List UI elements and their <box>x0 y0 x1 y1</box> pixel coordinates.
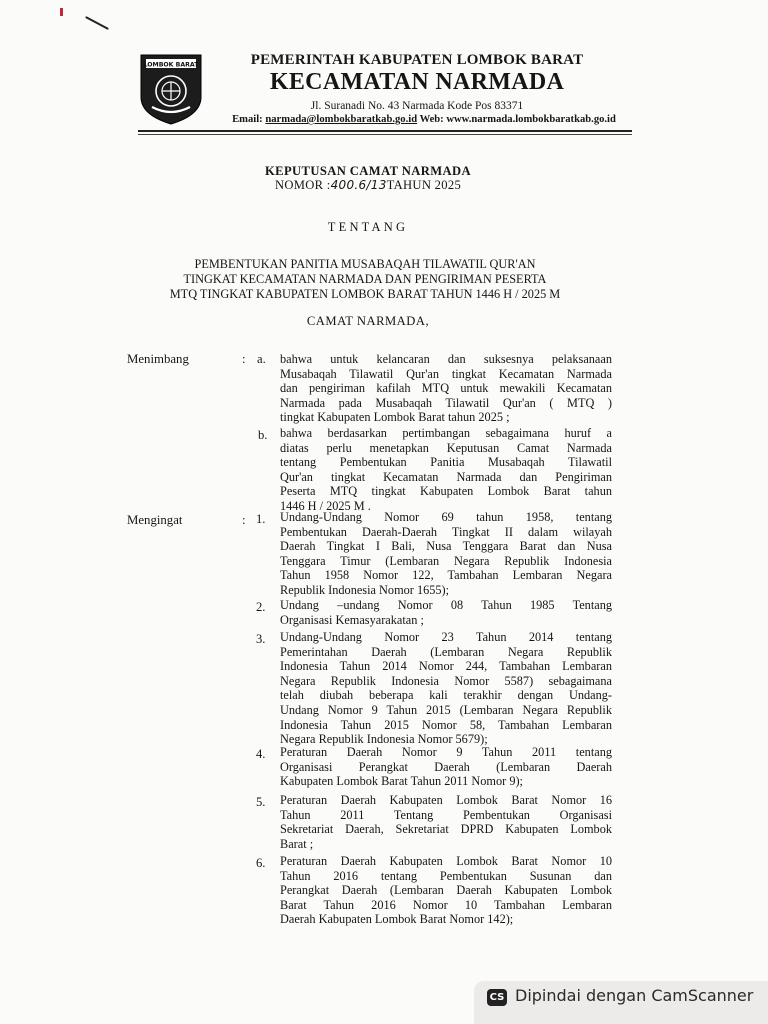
office-address: Jl. Suranadi No. 43 Narmada Kode Pos 83371 <box>310 100 524 112</box>
text-line: Kabupaten Lombok Barat Tahun 2011 Nomor 9); <box>280 774 523 789</box>
text-line: Tahun 1958 Nomor 122, Tambahan Lembaran Negara <box>280 568 612 583</box>
number-prefix: NOMOR : <box>274 178 331 192</box>
letterhead-rule-thin <box>138 134 632 135</box>
item-marker: 5. <box>256 795 266 809</box>
text-line: Daerah Kabupaten Lombok Barat Nomor 142); <box>280 912 514 927</box>
subject-line: MTQ TINGKAT KABUPATEN LOMBOK BARAT TAHUN 1446 H / 2025 M <box>169 287 561 301</box>
logo-text: LOMBOK BARAT <box>143 61 199 69</box>
text-line: Negara Republik Indonesia Nomor 5679); <box>280 732 488 747</box>
text-line: Daerah Tingkat I Bali, Nusa Tenggara Barat dan Nusa <box>280 539 612 554</box>
mengingat-item-1 <box>280 510 612 598</box>
text-line: 1446 H / 2025 M . <box>280 498 371 513</box>
about-heading: TENTANG <box>327 220 409 234</box>
item-marker: a. <box>257 352 266 366</box>
item-marker: 6. <box>256 856 266 870</box>
text-line: diatas perlu menetapkan Keputusan Camat Narmada <box>280 440 612 455</box>
lombok-barat-logo <box>138 51 204 126</box>
text-line: Negara Republik Indonesia Nomor 5587) sebagaimana <box>280 673 612 688</box>
text-line: Perangkat Daerah (Lembaran Daerah Kabupaten Lombok <box>280 883 612 898</box>
text-line: Peraturan Daerah Kabupaten Lombok Barat Nomor 10 <box>280 854 612 868</box>
text-line: Barat ; <box>280 836 314 851</box>
mengingat-item-2 <box>280 598 612 627</box>
menimbang-colon: : <box>242 352 246 366</box>
text-line: Narmada pada Musabaqah Tilawatil Qur'an ( MTQ ) <box>280 395 612 410</box>
subject-line: TINGKAT KECAMATAN NARMADA DAN PENGIRIMAN PESERTA <box>183 272 547 286</box>
menimbang-label: Menimbang <box>127 352 189 366</box>
text-line: dan pengiriman kafilah MTQ untuk mewakili Kecamatan <box>280 381 612 396</box>
text-line: Tahun 2016 tentang Pembentukan Susunan dan <box>280 868 612 883</box>
mengingat-item-4 <box>280 745 612 789</box>
text-line: tentang Pembentukan Panitia Musabaqah Tilawatil <box>280 455 612 470</box>
office-name: KECAMATAN NARMADA <box>269 69 565 95</box>
mengingat-colon: : <box>242 513 246 527</box>
text-line: Barat Tahun 2016 Nomor 10 Tambahan Lembaran <box>280 897 612 912</box>
mengingat-item-3 <box>280 630 612 747</box>
text-line: Pembentukan Daerah-Daerah Tingkat II dalam wilayah <box>280 524 612 539</box>
government-name: PEMERINTAH KABUPATEN LOMBOK BARAT <box>250 52 584 68</box>
item-marker: 4. <box>256 747 266 761</box>
text-line: Undang-Undang Nomor 23 Tahun 2014 tentang <box>280 630 612 644</box>
text-line: Indonesia Tahun 2015 Nomor 58, Tambahan Lembaran <box>280 717 612 732</box>
text-line: Indonesia Tahun 2014 Nomor 244, Tambahan Lembaran <box>280 659 612 674</box>
text-line: bahwa berdasarkan pertimbangan sebagaimana huruf a <box>280 426 612 440</box>
text-line: tingkat Kabupaten Lombok Barat tahun 2025 ; <box>280 410 510 425</box>
text-line: Tahun 2011 Tentang Pembentukan Organisasi <box>280 807 612 822</box>
scan-pen-stroke <box>85 16 109 30</box>
text-line: Undang-Undang Nomor 69 tahun 1958, tentang <box>280 510 612 524</box>
text-line: bahwa untuk kelancaran dan suksesnya pelaksanaan <box>280 352 612 366</box>
web-link[interactable]: www.narmada.lombokbaratkab.go.id <box>446 114 616 125</box>
web-label: Web: <box>419 114 444 125</box>
menimbang-item-a <box>280 352 612 425</box>
number-suffix: TAHUN 2025 <box>386 178 462 192</box>
email-label: Email: <box>232 114 263 125</box>
scan-edge-mark <box>60 8 63 16</box>
camscanner-icon: CS <box>487 989 507 1006</box>
menimbang-item-b <box>280 426 612 514</box>
mengingat-item-5 <box>280 793 612 851</box>
number-handwritten: 400.6/13 <box>330 178 387 192</box>
text-line: Undang –undang Nomor 08 Tahun 1985 Tentang <box>280 598 612 612</box>
text-line: telah diubah beberapa kali terakhir dengan Undang- <box>280 688 612 703</box>
text-line: Qur'an tingkat Kecamatan Narmada dan Pengiriman <box>280 469 612 484</box>
mengingat-item-6 <box>280 854 612 927</box>
text-line: Pemerintahan Daerah (Lembaran Negara Republik <box>280 644 612 659</box>
item-marker: 2. <box>256 600 266 614</box>
text-line: Peserta MTQ tingkat Kabupaten Lombok Barat tahun <box>280 484 612 499</box>
issuing-official: CAMAT NARMADA, <box>306 314 430 328</box>
decision-title: KEPUTUSAN CAMAT NARMADA <box>264 164 472 178</box>
text-line: Republik Indonesia Nomor 1655); <box>280 582 450 597</box>
item-marker: b. <box>258 428 268 442</box>
item-marker: 3. <box>256 632 266 646</box>
letterhead-rule-thick <box>138 130 632 132</box>
subject-line: PEMBENTUKAN PANITIA MUSABAQAH TILAWATIL QUR'AN <box>194 257 536 271</box>
email-link[interactable]: narmada@lombokbaratkab.go.id <box>265 114 418 125</box>
text-line: Sekretariat Daerah, Sekretariat DPRD Kabupaten Lombok <box>280 822 612 837</box>
decision-number <box>200 178 536 193</box>
text-line: Peraturan Daerah Nomor 9 Tahun 2011 tentang <box>280 745 612 759</box>
scanner-label: Dipindai dengan CamScanner <box>515 986 754 1005</box>
text-line: Organisasi Kemasyarakatan ; <box>280 612 424 627</box>
mengingat-label: Mengingat <box>127 513 183 527</box>
text-line: Peraturan Daerah Kabupaten Lombok Barat Nomor 16 <box>280 793 612 807</box>
item-marker: 1. <box>256 512 266 526</box>
text-line: Tenggara Timur (Lembaran Negara Republik Indonesia <box>280 553 612 568</box>
text-line: Organisasi Perangkat Daerah (Lembaran Daerah <box>280 759 612 774</box>
contact-line <box>214 114 634 125</box>
text-line: Musabaqah Tilawatil Qur'an tingkat Kecamatan Narmada <box>280 366 612 381</box>
text-line: Undang Nomor 9 Tahun 2015 (Lembaran Negara Republik <box>280 702 612 717</box>
